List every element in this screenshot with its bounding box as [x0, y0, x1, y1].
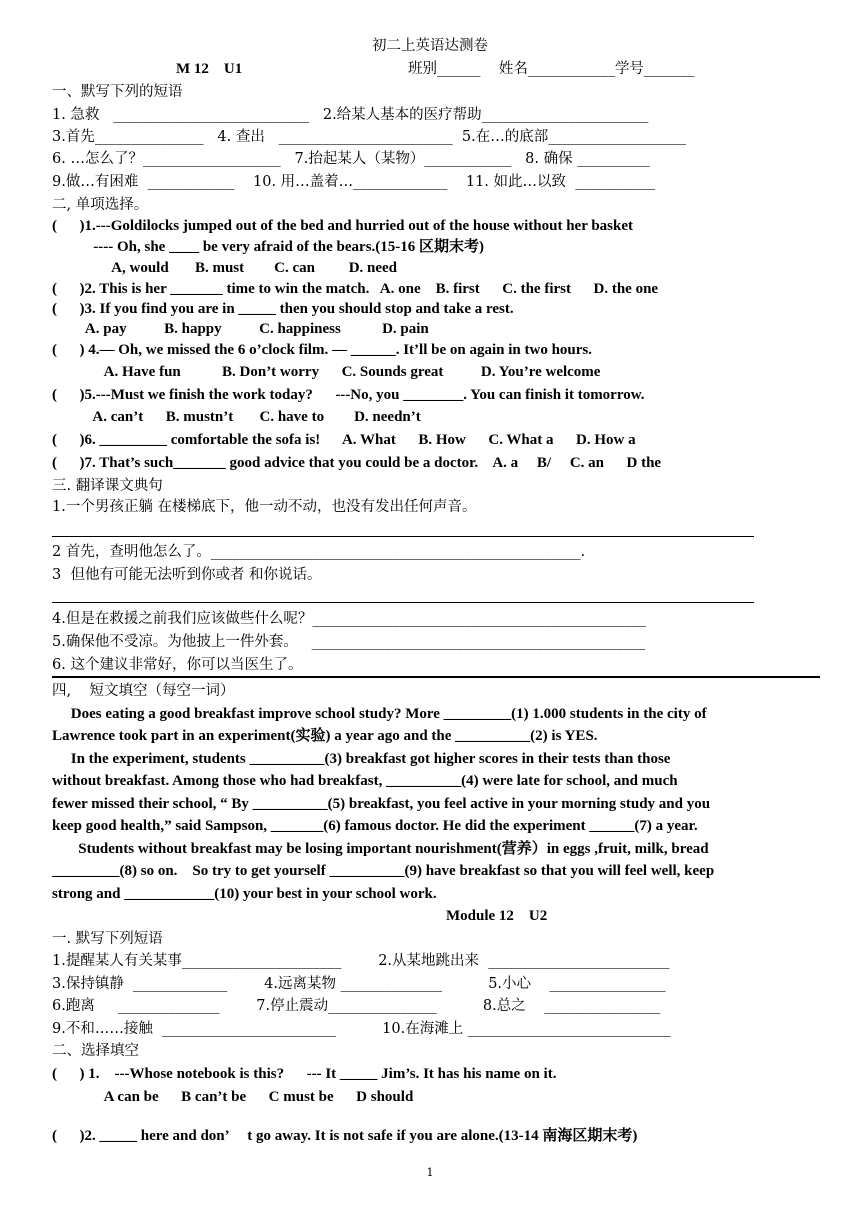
options-line: A. pay B. happy C. happiness D. pain — [52, 321, 429, 337]
question-line: ( ) 1. ---Whose notebook is this? --- It _____ Jim’s. It has his name on it. — [52, 1066, 557, 1082]
passage-line: Lawrence took part in an experiment(实验) a year ago and the __________(2) is YES. — [52, 728, 598, 744]
translation-line: 5.确保他不受凉。为他披上一件外套。 ______________________________________________ — [52, 634, 646, 650]
passage-line: _________(8) so on. So try to get yourself __________(9) have breakfast so that you will feel well, keep — [52, 863, 715, 879]
section-heading: 一、默写下列的短语 — [52, 84, 183, 100]
passage-line: fewer missed their school, “ By __________(5) breakfast, you feel active in your morning study and you — [52, 796, 711, 812]
question-line: ( )2. _____ here and don’ t go away. It is not safe if you are alone.(13-14 南海区期末考) — [52, 1128, 638, 1144]
passage-line: without breakfast. Among those who had breakfast, __________(4) were late for school, and much — [52, 773, 678, 789]
module-label: M 12 U1 — [176, 61, 243, 77]
passage-line: strong and ____________(10) your best in your school work. — [52, 886, 437, 902]
translation-line: 4.但是在救援之前我们应该做些什么呢？______________________________________________ — [52, 611, 646, 627]
section-heading: 一. 默写下列短语 — [52, 931, 163, 947]
translation-line: 2 首先，查明他怎么了。___________________________________________________. — [52, 544, 586, 560]
phrase-row: 1.提醒某人有关某事______________________ 2.从某地跳出来 _________________________ — [52, 953, 670, 969]
passage-line: Students without breakfast may be losing important nourishment(营养）in eggs ,fruit, milk, bread — [52, 841, 709, 857]
options-line: A. Have fun B. Don’t worry C. Sounds great D. You’re welcome — [52, 364, 601, 380]
question-line: ( )1.---Goldilocks jumped out of the bed and hurried out of the house without her basket — [52, 218, 634, 234]
section-heading: 二, 单项选择。 — [52, 197, 149, 213]
module-label: Module 12 U2 — [446, 908, 548, 924]
question-line: ( )2. This is her _______ time to win the match. A. one B. first C. the first D. the one — [52, 281, 659, 297]
answer-line — [52, 602, 754, 603]
section-heading: 四, 短文填空（每空一词） — [52, 683, 235, 699]
question-line: ---- Oh, she ____ be very afraid of the bears.(15-16 区期末考) — [52, 239, 485, 255]
options-line: A can be B can’t be C must be D should — [52, 1089, 414, 1105]
phrase-row: 9.不和……接触 ________________________ 10.在海滩上 ____________________________ — [52, 1021, 671, 1037]
translation-line: 6. 这个建议非常好，你可以当医生了。 — [52, 657, 303, 673]
phrase-row: 6.跑离 ______________ 7.停止震动_______________ 8.总之 ________________ — [52, 998, 661, 1014]
student-info-fields: 班别______ 姓名____________学号_______ — [408, 61, 695, 77]
options-line: A. can’t B. mustn’t C. have to D. needn’t — [52, 409, 421, 425]
phrase-row: 9.做…有困难 ____________ 10. 用…盖着…_____________ 11. 如此…以致 ___________ — [52, 174, 655, 190]
passage-line: In the experiment, students __________(3) breakfast got higher scores in their tests than those — [52, 751, 671, 767]
translation-line: 1.一个男孩正躺 在楼梯底下，他一动不动，也没有发出任何声音。 — [52, 499, 477, 515]
phrase-row: 6. …怎么了？___________________ 7.抬起某人（某物）____________ 8. 确保 __________ — [52, 151, 650, 167]
page-title: 初二上英语达测卷 — [372, 38, 488, 54]
options-line: A, would B. must C. can D. need — [52, 260, 398, 276]
passage-line: keep good health,” said Sampson, _______(6) famous doctor. He did the experiment ______(7) a year. — [52, 818, 698, 834]
question-line: ( )7. That’s such_______ good advice that you could be a doctor. A. a B/ C. an D the — [52, 455, 662, 471]
passage-line: Does eating a good breakfast improve school study? More _________(1) 1.000 students in the city of — [52, 706, 707, 722]
phrase-row: 1. 急救 ___________________________ 2.给某人基本的医疗帮助_______________________ — [52, 107, 649, 123]
answer-line — [52, 536, 754, 537]
translation-line: 3 但他有可能无法听到你或者 和你说话。 — [52, 567, 322, 583]
phrase-row: 3.保持镇静 _____________ 4.远离某物 ______________ 5.小心 ________________ — [52, 976, 666, 992]
question-line: ( )5.---Must we finish the work today? ---No, you ________. You can finish it tomorrow. — [52, 387, 645, 403]
question-line: ( ) 4.— Oh, we missed the 6 o’clock film. — ______. It’ll be on again in two hours. — [52, 342, 592, 358]
page-number: 1 — [426, 1166, 434, 1179]
section-divider — [52, 676, 820, 678]
question-line: ( )6. _________ comfortable the sofa is! A. What B. How C. What a D. How a — [52, 432, 636, 448]
phrase-row: 3.首先_______________ 4. 查出 ________________________ 5.在…的底部___________________ — [52, 129, 686, 145]
section-heading: 二、选择填空 — [52, 1043, 139, 1059]
question-line: ( )3. If you find you are in _____ then you should stop and take a rest. — [52, 301, 514, 317]
section-heading: 三. 翻译课文典句 — [52, 478, 163, 494]
